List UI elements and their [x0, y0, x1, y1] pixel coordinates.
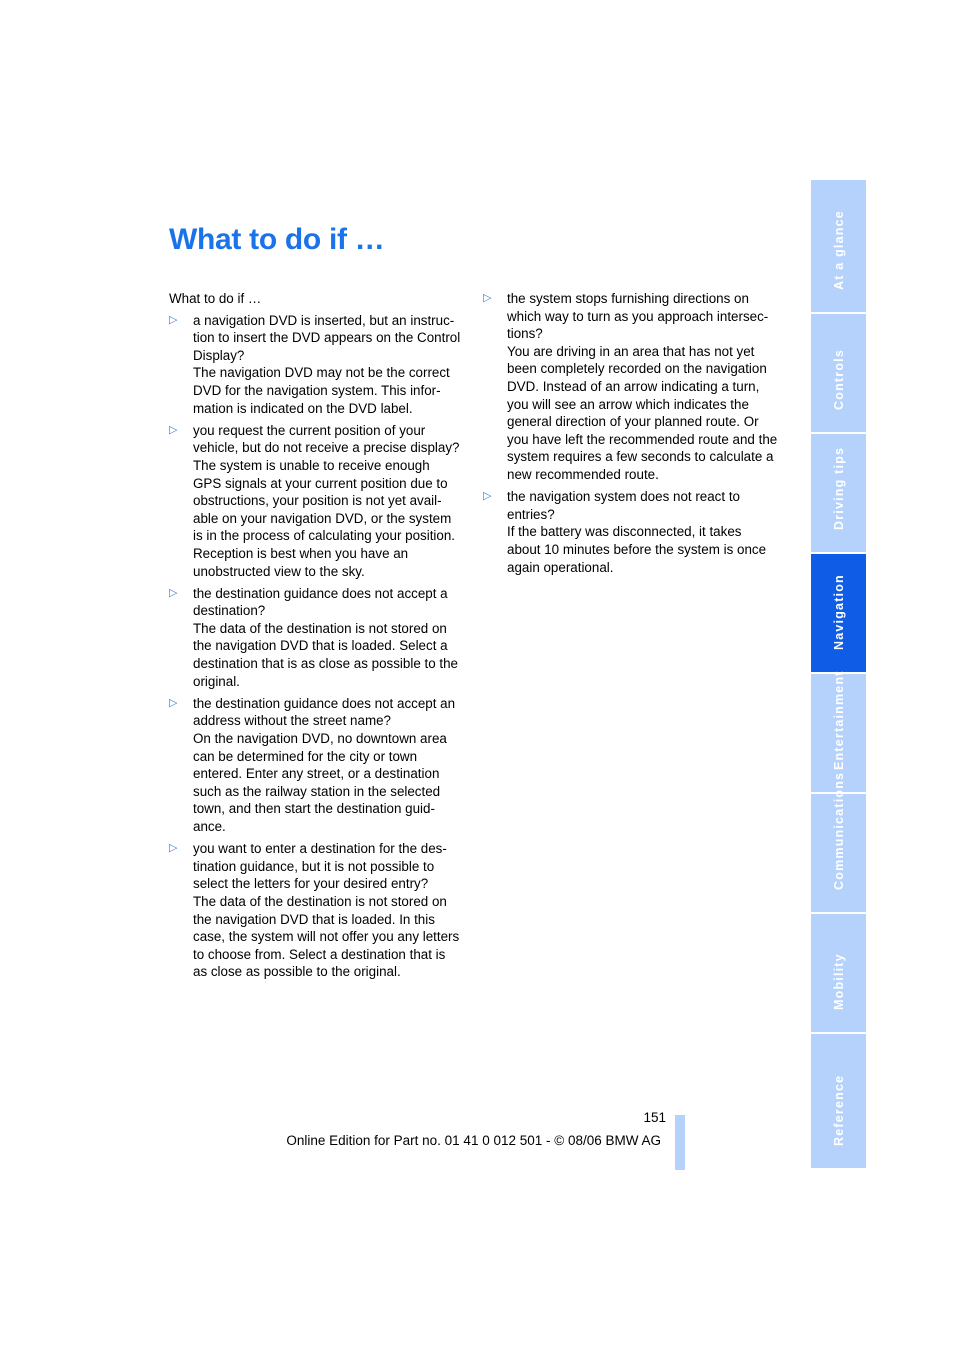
- tab-label: Mobility: [831, 953, 846, 1010]
- footer-text: Online Edition for Part no. 01 41 0 012 501 - © 08/06 BMW AG: [286, 1133, 661, 1148]
- item-answer: On the navigation DVD, no downtown area can be determined for the city or town entered. Enter any street, or a destination such as the railway station in the selected town, and then start the destination guidance.: [193, 731, 447, 834]
- tab-label: Entertainment: [831, 670, 846, 770]
- list-item: [169, 840, 461, 981]
- item-answer: The navigation DVD may not be the correct DVD for the navigation system. This information is indicated on the DVD label.: [193, 365, 450, 416]
- tab-label: Reference: [831, 1074, 846, 1146]
- item-question: the destination guidance does not accept an address without the street name?: [193, 695, 456, 729]
- tab-navigation[interactable]: [811, 554, 866, 674]
- tab-label: Controls: [831, 349, 846, 410]
- item-question: the destination guidance does not accept a destination?: [193, 585, 448, 619]
- item-answer: You are driving in an area that has not yet been completely recorded on the navigation DVD. Instead of an arrow indicating a turn, you will see an arrow which indicates the general direction of your planned route. Or you have left the recommended route and the system requires a few seconds to calculate a new recommended route.: [507, 343, 778, 482]
- page-title: What to do if …: [169, 223, 385, 256]
- page-number: 151: [643, 1110, 666, 1125]
- right-column: [483, 290, 778, 581]
- triangle-right-icon: ▷: [169, 842, 178, 855]
- tab-label: At a glance: [831, 210, 846, 290]
- item-answer: The data of the destination is not stored on the navigation DVD that is loaded. In this case, the system will not offer you any letters to choose from. Select a destination that is as close as possible to the original.: [193, 893, 460, 980]
- left-column: [169, 290, 461, 986]
- tab-mobility[interactable]: [811, 914, 866, 1034]
- triangle-right-icon: ▷: [169, 586, 178, 599]
- item-answer: The data of the destination is not stored on the navigation DVD that is loaded. Select a destination that is as close as possible to the original.: [193, 620, 458, 689]
- triangle-right-icon: ▷: [169, 696, 178, 709]
- list-item: [483, 290, 778, 484]
- tab-label: Communications: [831, 771, 846, 890]
- list-item: [169, 422, 461, 580]
- tab-driving-tips[interactable]: [811, 434, 866, 554]
- item-answer: The system is unable to receive enough GPS signals at your current position due to obstructions, your position is not yet available on your navigation DVD, or the system is in the process of calculating your position. Reception is best when you have an unobstructed view to the sky.: [193, 457, 456, 579]
- list-item: [169, 695, 461, 836]
- item-question: the system stops furnishing directions on which way to turn as you approach intersections?: [507, 291, 769, 342]
- tab-reference[interactable]: [811, 1034, 866, 1168]
- item-question: a navigation DVD is inserted, but an instruction to insert the DVD appears on the Control Display?: [193, 312, 461, 363]
- page-marker-bar: [675, 1115, 685, 1170]
- item-question: you want to enter a destination for the destination guidance, but it is not possible to select the letters for your desired entry?: [193, 841, 447, 892]
- tab-at-a-glance[interactable]: [811, 180, 866, 314]
- item-question: the navigation system does not react to entries?: [507, 489, 740, 522]
- tab-communications[interactable]: [811, 771, 866, 914]
- item-answer: If the battery was disconnected, it takes about 10 minutes before the system is once again operational.: [507, 524, 767, 575]
- list-item: [169, 585, 461, 691]
- tab-label: Navigation: [831, 574, 846, 650]
- triangle-right-icon: ▷: [483, 490, 492, 503]
- list-item: [169, 312, 461, 418]
- triangle-right-icon: ▷: [169, 313, 178, 326]
- list-item: [483, 488, 778, 576]
- section-tabs: [811, 180, 866, 1168]
- item-question: you request the current position of your vehicle, but do not receive a precise display?: [193, 422, 460, 456]
- triangle-right-icon: ▷: [169, 423, 178, 436]
- triangle-right-icon: ▷: [483, 292, 492, 304]
- tab-controls[interactable]: [811, 314, 866, 434]
- intro-text: What to do if …: [169, 291, 262, 306]
- tab-label: Driving tips: [831, 446, 846, 530]
